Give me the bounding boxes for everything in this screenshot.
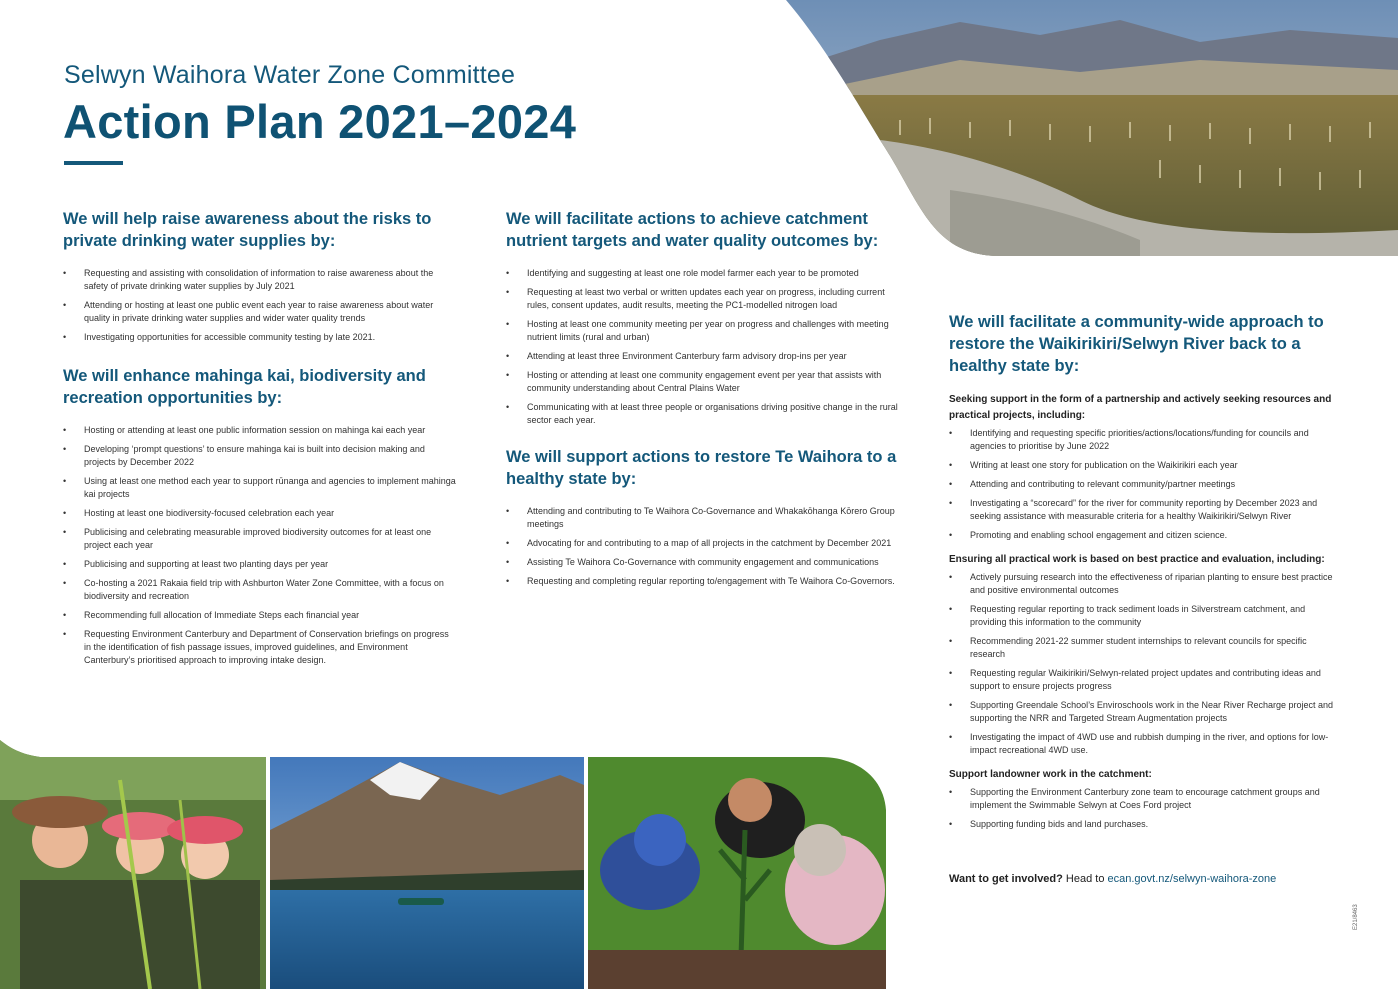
section-heading: We will support actions to restore Te Waihora to a healthy state by: [506,448,897,488]
action-list [63,267,458,344]
bullet-icon: • [506,287,510,297]
section-heading: We will facilitate a community-wide approach to restore the Waikirikiri/Selwyn River back to a healthy state by: [949,313,1324,375]
bullet-icon: • [506,557,510,567]
list-item: • Attending and contributing to relevant community/partner meetings [949,479,1236,489]
bullet-icon: • [506,506,510,516]
bullet-icon: • [506,319,510,329]
list-item: • Publicising and celebrating measurable improved biodiversity outcomes for at least one project each year [63,527,432,550]
bullet-icon: • [63,444,67,454]
bullet-icon: • [949,530,953,540]
action-list [949,571,1344,757]
bullet-icon: • [63,332,67,342]
page-title: Action Plan 2021–2024 [63,95,577,148]
bullet-icon: • [63,610,67,620]
action-list [63,424,458,667]
committee-name: Selwyn Waihora Water Zone Committee [64,61,516,89]
list-item: • Assisting Te Waihora Co-Governance with community engagement and communications [506,557,879,567]
list-item: • Identifying and suggesting at least one role model farmer each year to be promoted [506,268,859,278]
bullet-icon: • [506,370,510,380]
mountain-lake-photo [270,740,584,989]
bullet-icon: • [949,498,953,508]
list-item: • Hosting at least one biodiversity-focused celebration each year [63,508,335,518]
bullet-icon: • [506,268,510,278]
section-nutrient-targets [506,208,901,433]
list-item: • Identifying and requesting specific priorities/actions/locations/funding for councils and agencies to prioritise by June 2022 [949,428,1309,451]
bullet-icon: • [949,700,953,710]
list-item: • Attending at least three Environment Canterbury farm advisory drop-ins per year [506,351,847,361]
action-list [506,505,901,588]
bullet-icon: • [949,636,953,646]
bullet-icon: • [63,300,67,310]
list-item: • Requesting Environment Canterbury and Department of Conservation briefings on progress in the identification of fish passage issues, improved guidelines, and Environment Canterbury’s prioritised approach to improving intake design. [63,629,449,665]
bullet-icon: • [949,460,953,470]
section-drinking-water [63,208,458,350]
list-item: • Requesting and assisting with consolidation of information to raise awareness about the safety of private drinking water supplies by July 2021 [63,268,434,291]
bottom-photo-strip [0,740,900,989]
section-heading: We will facilitate actions to achieve catchment nutrient targets and water quality outcomes by: [506,210,879,250]
children-stream-photo [0,740,266,989]
list-item: • Requesting and completing regular reporting to/engagement with Te Waihora Co-Governors. [506,576,895,586]
bullet-icon: • [949,604,953,614]
list-item: • Using at least one method each year to support rūnanga and agencies to implement mahinga kai projects [63,476,456,499]
section-heading: We will enhance mahinga kai, biodiversity and recreation opportunities by: [63,367,426,407]
cta-text: Head to [1062,873,1108,885]
cta-prompt: Want to get involved? [949,873,1063,885]
group-heading: Ensuring all practical work is based on best practice and evaluation, including: [949,554,1325,565]
bullet-icon: • [506,538,510,548]
bullet-icon: • [506,402,510,412]
bullet-icon: • [949,732,953,742]
list-item: • Co-hosting a 2021 Rakaia field trip with Ashburton Water Zone Committee, with a focus on biodiversity and recreation [63,578,444,601]
bullet-icon: • [949,428,953,438]
document-code: E21/8463 [1353,904,1359,930]
action-list [949,786,1344,831]
section-heading: We will help raise awareness about the risks to private drinking water supplies by: [63,210,432,250]
bullet-icon: • [63,578,67,588]
list-item: • Supporting Greendale School’s Enviroschools work in the Near River Recharge project and supporting the NRR and Targeted Stream Augmentation projects [949,700,1334,723]
list-item: • Recommending full allocation of Immediate Steps each financial year [63,610,360,620]
group-heading: Seeking support in the form of a partnership and actively seeking resources and practical projects, including: [949,394,1332,421]
list-item: • Publicising and supporting at least two planting days per year [63,559,329,569]
bullet-icon: • [63,425,67,435]
section-te-waihora [506,446,901,594]
list-item: • Hosting at least one community meeting per year on progress and challenges with meeting nutrient limits (rural and urban) [506,319,889,342]
action-list [506,267,901,427]
action-group [949,552,1344,757]
title-underline [64,161,123,165]
list-item: • Recommending 2021-22 summer student internships to relevant councils for specific research [949,636,1307,659]
bullet-icon: • [949,819,953,829]
list-item: • Writing at least one story for publication on the Waikirikiri each year [949,460,1238,470]
list-item: • Hosting or attending at least one public information session on mahinga kai each year [63,425,426,435]
bullet-icon: • [63,559,67,569]
bullet-icon: • [949,572,953,582]
bullet-icon: • [63,508,67,518]
get-involved-cta [949,873,1276,885]
bullet-icon: • [63,629,67,639]
ecan-zone-link[interactable]: ecan.govt.nz/selwyn-waihora-zone [1107,873,1277,885]
bullet-icon: • [63,268,67,278]
list-item: • Actively pursuing research into the effectiveness of riparian planting to ensure best practice and positive environmental outcomes [949,572,1333,595]
bullet-icon: • [63,527,67,537]
list-item: • Attending and contributing to Te Waihora Co-Governance and Whakakōhanga Kōrero Group meetings [506,506,895,529]
bullet-icon: • [949,479,953,489]
list-item: • Developing ‘prompt questions’ to ensure mahinga kai is built into decision making and projects by December 2022 [63,444,425,467]
list-item: • Requesting at least two verbal or written updates each year on progress, including current rules, consent updates, audit results, meeting the PC1-modelled nitrogen load [506,287,885,310]
group-heading: Support landowner work in the catchment: [949,769,1152,780]
action-group [949,392,1344,542]
bullet-icon: • [63,476,67,486]
list-item: • Attending or hosting at least one public event each year to raise awareness about water quality in private drinking water supplies and wider water quality trends [63,300,434,323]
bullet-icon: • [506,351,510,361]
list-item: • Investigating opportunities for accessible community testing by late 2021. [63,332,376,342]
list-item: • Supporting funding bids and land purchases. [949,819,1149,829]
action-list [949,427,1344,542]
list-item: • Requesting regular Waikirikiri/Selwyn-related project updates and contributing ideas and support to ensure projects progress [949,668,1321,691]
bullet-icon: • [506,576,510,586]
list-item: • Promoting and enabling school engagement and citizen science. [949,530,1228,540]
list-item: • Requesting regular reporting to track sediment loads in Silverstream catchment, and providing this information to the community [949,604,1306,627]
section-waikirikiri-river [949,311,1344,841]
list-item: • Hosting or attending at least one community engagement event per year that assists with community understanding about Central Plains Water [506,370,882,393]
list-item: • Investigating the impact of 4WD use and rubbish dumping in the river, and options for low-impact recreational 4WD use. [949,732,1329,755]
list-item: • Supporting the Environment Canterbury zone team to encourage catchment groups and implement the Swimmable Selwyn at Coes Ford project [949,787,1320,810]
section-mahinga-kai [63,365,458,673]
tree-planting-photo [588,740,888,989]
list-item: • Communicating with at least three people or organisations driving positive change in the rural sector each year. [506,402,898,425]
action-group [949,767,1344,831]
list-item: • Investigating a “scorecard” for the river for community reporting by December 2023 and seeking assistance with measurable criteria for a healthy Waikirikiri/Selwyn River [949,498,1318,521]
bullet-icon: • [949,787,953,797]
bullet-icon: • [949,668,953,678]
list-item: • Advocating for and contributing to a map of all projects in the catchment by December 2021 [506,538,892,548]
